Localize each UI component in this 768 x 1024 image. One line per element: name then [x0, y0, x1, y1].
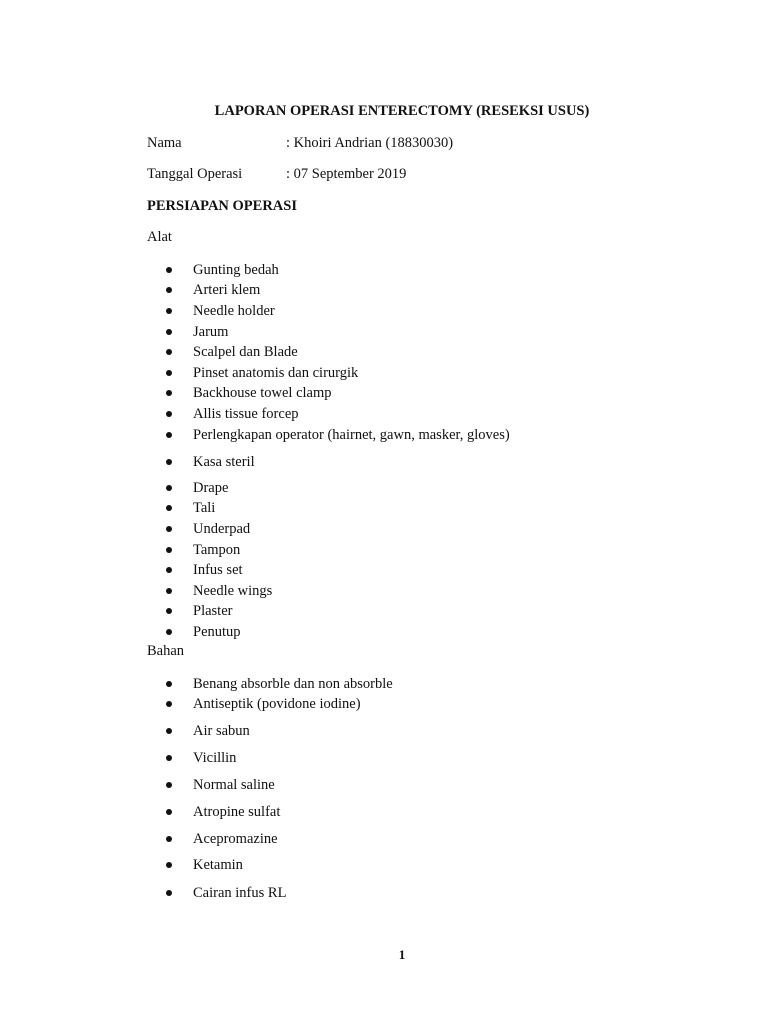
list-item: Backhouse towel clamp	[166, 383, 332, 403]
bullet-icon	[166, 287, 172, 293]
list-item: Plaster	[166, 601, 232, 621]
list-item: Underpad	[166, 519, 250, 539]
name-value: : Khoiri Andrian (18830030)	[286, 135, 454, 151]
list-item: Benang absorble dan non absorble	[166, 674, 393, 694]
operation-date-value: : 07 September 2019	[286, 166, 407, 182]
bullet-icon	[166, 411, 172, 417]
bullet-icon	[166, 809, 172, 815]
list-item: Tali	[166, 498, 215, 518]
alat-heading: Alat	[147, 229, 172, 245]
bullet-icon	[166, 308, 172, 314]
list-item: Allis tissue forcep	[166, 404, 299, 424]
bullet-icon	[166, 459, 172, 465]
page-number: 1	[398, 947, 406, 962]
list-item: Arteri klem	[166, 280, 260, 300]
bullet-icon	[166, 629, 172, 635]
bullet-icon	[166, 547, 172, 553]
section-heading: PERSIAPAN OPERASI	[147, 198, 297, 214]
bullet-icon	[166, 681, 172, 687]
list-item: Scalpel dan Blade	[166, 342, 298, 362]
bullet-icon	[166, 836, 172, 842]
list-item: Perlengkapan operator (hairnet, gawn, masker, gloves)	[166, 425, 510, 445]
bullet-icon	[166, 567, 172, 573]
bullet-icon	[166, 432, 172, 438]
bahan-heading: Bahan	[147, 643, 185, 659]
document-title: LAPORAN OPERASI ENTERECTOMY (RESEKSI USUS)	[214, 103, 590, 119]
list-item: Kasa steril	[166, 452, 255, 472]
list-item: Atropine sulfat	[166, 802, 280, 822]
list-item: Ketamin	[166, 855, 243, 875]
bullet-icon	[166, 728, 172, 734]
list-item: Antiseptik (povidone iodine)	[166, 694, 361, 714]
bullet-icon	[166, 485, 172, 491]
bullet-icon	[166, 370, 172, 376]
bullet-icon	[166, 755, 172, 761]
bullet-icon	[166, 890, 172, 896]
operation-date-label: Tanggal Operasi	[147, 166, 243, 182]
bullet-icon	[166, 505, 172, 511]
bullet-icon	[166, 267, 172, 273]
list-item: Normal saline	[166, 775, 275, 795]
bullet-icon	[166, 588, 172, 594]
list-item: Jarum	[166, 322, 228, 342]
bullet-icon	[166, 329, 172, 335]
bullet-icon	[166, 782, 172, 788]
list-item: Drape	[166, 478, 228, 498]
list-item: Needle wings	[166, 581, 272, 601]
list-item: Vicillin	[166, 748, 236, 768]
list-item: Acepromazine	[166, 829, 278, 849]
name-label: Nama	[147, 135, 182, 151]
list-item: Tampon	[166, 540, 240, 560]
list-item: Cairan infus RL	[166, 883, 286, 903]
list-item: Infus set	[166, 560, 243, 580]
list-item: Air sabun	[166, 721, 250, 741]
bullet-icon	[166, 390, 172, 396]
list-item: Needle holder	[166, 301, 275, 321]
bullet-icon	[166, 526, 172, 532]
bullet-icon	[166, 349, 172, 355]
bullet-icon	[166, 862, 172, 868]
list-item: Gunting bedah	[166, 260, 279, 280]
list-item: Penutup	[166, 622, 241, 642]
list-item: Pinset anatomis dan cirurgik	[166, 363, 358, 383]
bullet-icon	[166, 701, 172, 707]
bullet-icon	[166, 608, 172, 614]
